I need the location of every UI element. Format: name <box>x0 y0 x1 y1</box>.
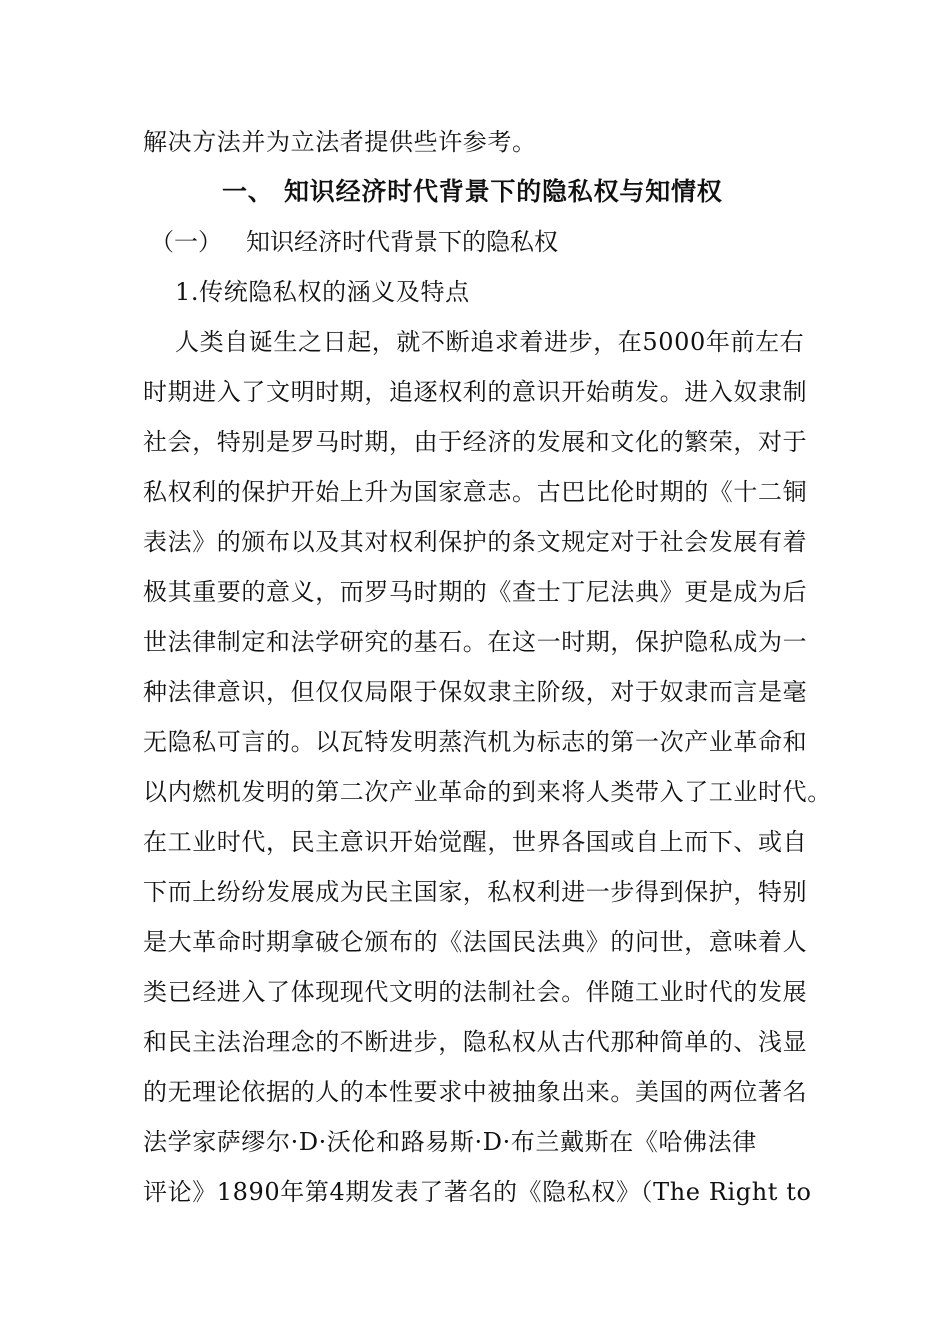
paragraph-line: 极其重要的意义，而罗马时期的《查士丁尼法典》更是成为后 <box>143 578 808 606</box>
section-heading-title: 知识经济时代背景下的隐私权与知情权 <box>284 177 723 206</box>
paragraph-line: 评论》1890年第4期发表了著名的《隐私权》（The Right to <box>143 1178 812 1206</box>
paragraph-line: 时期进入了文明时期，追逐权利的意识开始萌发。进入奴隶制 <box>143 378 808 406</box>
paragraph-line: 和民主法治理念的不断进步，隐私权从古代那种简单的、浅显 <box>143 1028 808 1056</box>
section-heading <box>222 177 723 207</box>
paragraph-line: 种法律意识，但仅仅局限于保奴隶主阶级，对于奴隶而言是毫 <box>143 678 808 706</box>
paragraph-line: 下而上纷纷发展成为民主国家，私权利进一步得到保护，特别 <box>143 878 808 906</box>
paragraph-line: 是大革命时期拿破仑颁布的《法国民法典》的问世，意味着人 <box>143 928 808 956</box>
section-heading-number: 一、 <box>222 177 274 206</box>
subsection-heading <box>150 227 558 257</box>
paragraph-line: 无隐私可言的。以瓦特发明蒸汽机为标志的第一次产业革命和 <box>143 728 808 756</box>
paragraph-line: 社会，特别是罗马时期，由于经济的发展和文化的繁荣，对于 <box>143 428 808 456</box>
paragraph-line: 世法律制定和法学研究的基石。在这一时期，保护隐私成为一 <box>143 628 808 656</box>
paragraph-line: 的无理论依据的人的本性要求中被抽象出来。美国的两位著名 <box>143 1078 808 1106</box>
paragraph-line: 以内燃机发明的第二次产业革命的到来将人类带入了工业时代。 <box>143 778 832 806</box>
item-heading: 1.传统隐私权的涵义及特点 <box>175 278 470 306</box>
paragraph-line: 法学家萨缪尔·D·沃伦和路易斯·D·布兰戴斯在《哈佛法律 <box>143 1128 757 1156</box>
paragraph-line: 类已经进入了体现现代文明的法制社会。伴随工业时代的发展 <box>143 978 808 1006</box>
subsection-heading-title: 知识经济时代背景下的隐私权 <box>246 228 558 256</box>
subsection-heading-number: （一） <box>150 228 222 256</box>
paragraph-line: 在工业时代，民主意识开始觉醒，世界各国或自上而下、或自 <box>143 828 808 856</box>
paragraph-line: 表法》的颁布以及其对权利保护的条文规定对于社会发展有着 <box>143 528 808 556</box>
paragraph-line: 私权利的保护开始上升为国家意志。古巴比伦时期的《十二铜 <box>143 478 808 506</box>
intro-line: 解决方法并为立法者提供些许参考。 <box>143 128 537 156</box>
paragraph-line: 人类自诞生之日起，就不断追求着进步，在5000年前左右 <box>175 328 805 356</box>
